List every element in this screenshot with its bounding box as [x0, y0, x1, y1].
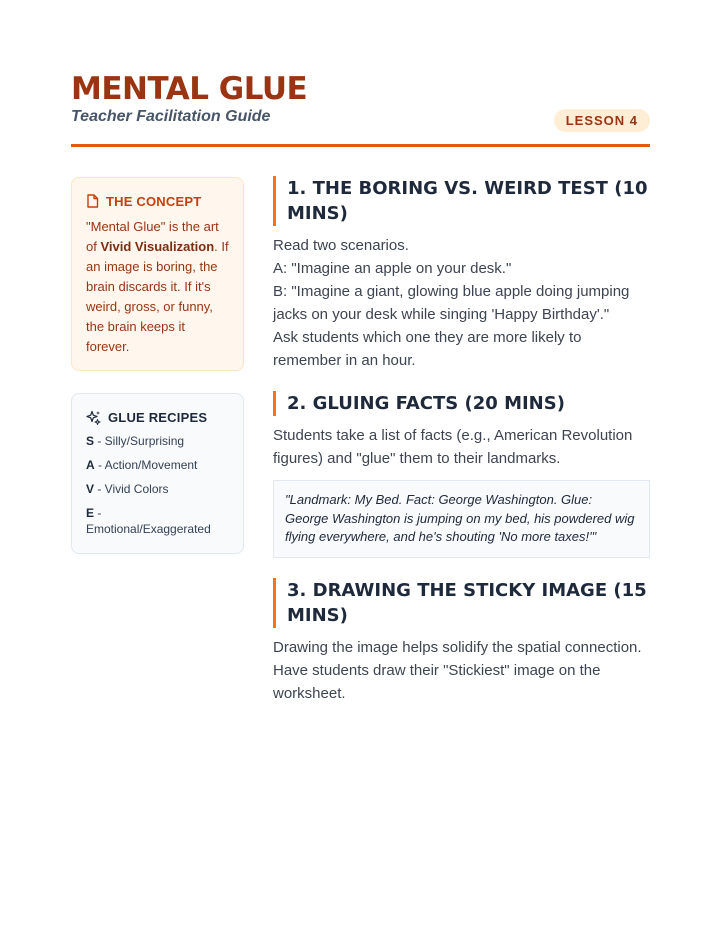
section-body: Read two scenarios. A: "Imagine an apple on your desk." B: "Imagine a giant, glowing blue apple doing jumping jacks on your desk while singing 'Happy Birthday'." Ask students which one they are more likely to remember in an hour.: [273, 237, 630, 369]
main-content: [273, 176, 650, 705]
page-header: [71, 70, 650, 128]
section-boring-vs-weird: [273, 176, 650, 372]
recipe-item: E - Emotional/Exaggerated: [86, 506, 211, 536]
section-heading: 3. DRAWING THE STICKY IMAGE (15 MINS): [273, 578, 650, 628]
concept-card: [71, 177, 244, 371]
recipes-heading: [86, 408, 229, 426]
section-gluing-facts: [273, 391, 650, 558]
glue-recipes-card: [71, 393, 244, 554]
recipe-item: V - Vivid Colors: [86, 482, 169, 496]
recipe-list: [86, 433, 229, 537]
header-divider: [71, 144, 650, 147]
lesson-badge: LESSON 4: [554, 109, 650, 132]
document-icon: [86, 194, 99, 208]
page-title: MENTAL GLUE: [71, 71, 308, 107]
recipes-heading-label: GLUE RECIPES: [108, 409, 208, 425]
recipe-item: A - Action/Movement: [86, 458, 198, 472]
section-heading: 2. GLUING FACTS (20 MINS): [273, 391, 650, 416]
section-heading: 1. THE BORING VS. WEIRD TEST (10 MINS): [273, 176, 650, 226]
page-subtitle: Teacher Facilitation Guide: [71, 108, 271, 125]
concept-heading: [86, 192, 229, 210]
section-drawing-sticky-image: [273, 578, 650, 705]
recipe-item: S - Silly/Surprising: [86, 434, 185, 448]
concept-heading-label: THE CONCEPT: [106, 193, 202, 209]
concept-highlight: Vivid Visualization: [100, 239, 215, 254]
section-body: Drawing the image helps solidify the spatial connection. Have students draw their "Stickiest" image on the worksheet.: [273, 638, 642, 702]
concept-text: "Mental Glue" is the art of Vivid Visualization. If an image is boring, the brain discards it. If it's weird, gross, or funny, the brain keeps it forever.: [86, 219, 229, 354]
example-quote: "Landmark: My Bed. Fact: George Washington. Glue: George Washington is jumping on my bed, his powdered wig flying everywhere, and he's shouting 'No more taxes!'": [273, 480, 650, 558]
section-body: Students take a list of facts (e.g., American Revolution figures) and "glue" them to their landmarks.: [273, 427, 633, 467]
sparkles-icon: [86, 410, 101, 425]
